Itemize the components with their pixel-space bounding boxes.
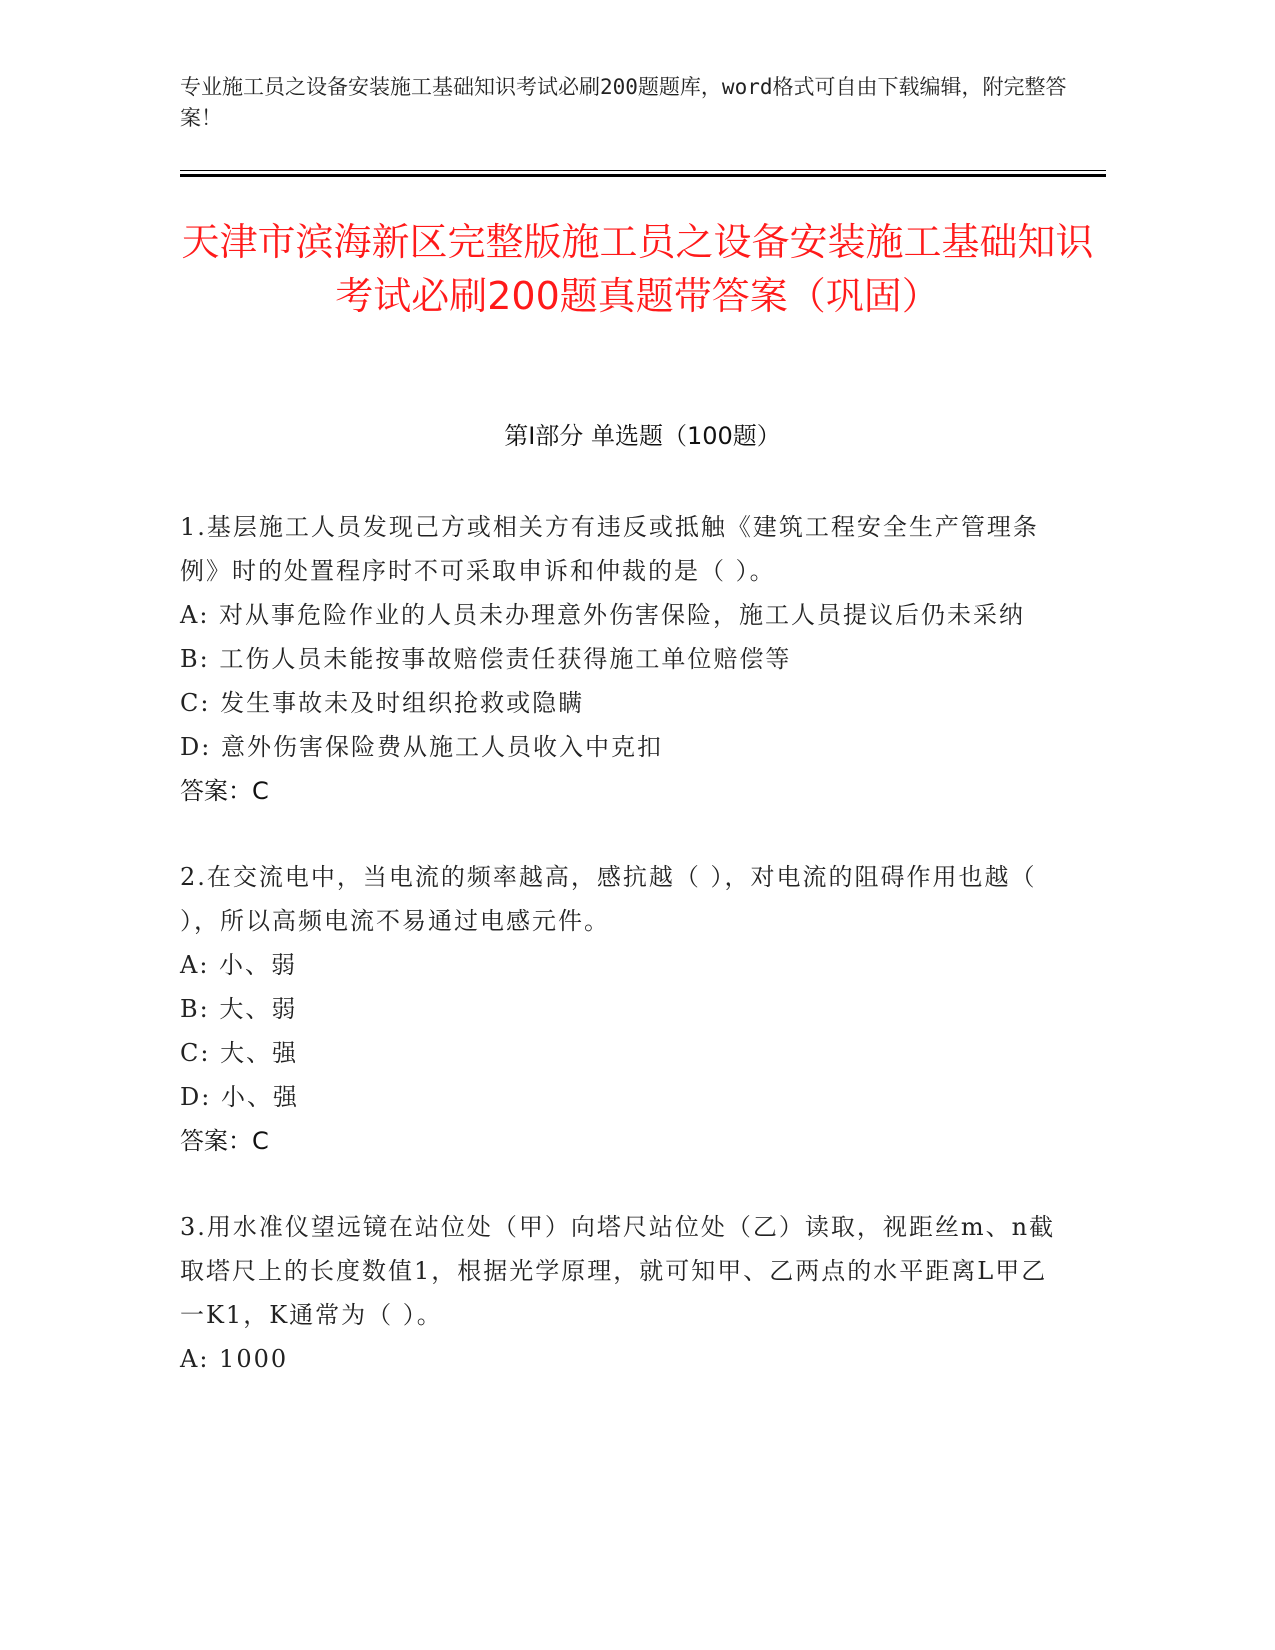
option-b: B: 大、弱 [180,995,298,1023]
answer: 答案：C [180,777,269,805]
section-title: 第Ⅰ部分 单选题（100题） [504,422,781,450]
option-c: C: 发生事故未及时组织抢救或隐瞒 [180,689,585,717]
question-1 [180,505,1060,813]
option-d: D: 小、强 [180,1083,299,1111]
option-a: A: 1000 [180,1345,289,1373]
question-stem: 3.用水准仪望远镜在站位处（甲）向塔尺站位处（乙）读取，视距丝m、n截取塔尺上的长度数值1，根据光学原理，就可知甲、乙两点的水平距离L甲乙一K1，K通常为（ ）。 [180,1213,1056,1329]
option-a: A: 对从事危险作业的人员未办理意外伤害保险，施工人员提议后仍未采纳 [180,601,1026,629]
option-c: C: 大、强 [180,1039,299,1067]
header-note: 专业施工员之设备安装施工基础知识考试必刷200题题库，word格式可自由下载编辑，附完整答案！ [180,75,1067,130]
answer: 答案：C [180,1127,269,1155]
question-stem: 2.在交流电中，当电流的频率越高，感抗越（ ），对电流的阻碍作用也越（ ），所以高频电流不易通过电感元件。 [180,863,1037,935]
option-a: A: 小、弱 [180,951,298,979]
option-b: B: 工伤人员未能按事故赔偿责任获得施工单位赔偿等 [180,645,792,673]
option-d: D: 意外伤害保险费从施工人员收入中克扣 [180,733,663,761]
question-list [180,505,1060,1423]
header-divider-thin [180,170,1106,171]
document-title: 天津市滨海新区完整版施工员之设备安装施工基础知识考试必刷200题真题带答案（巩固） [181,220,1094,318]
header-divider-thick [180,174,1106,177]
question-3 [180,1205,1060,1381]
question-2 [180,855,1060,1163]
question-stem: 1.基层施工人员发现己方或相关方有违反或抵触《建筑工程安全生产管理条例》时的处置程序时不可采取申诉和仲裁的是（ ）。 [180,513,1039,585]
